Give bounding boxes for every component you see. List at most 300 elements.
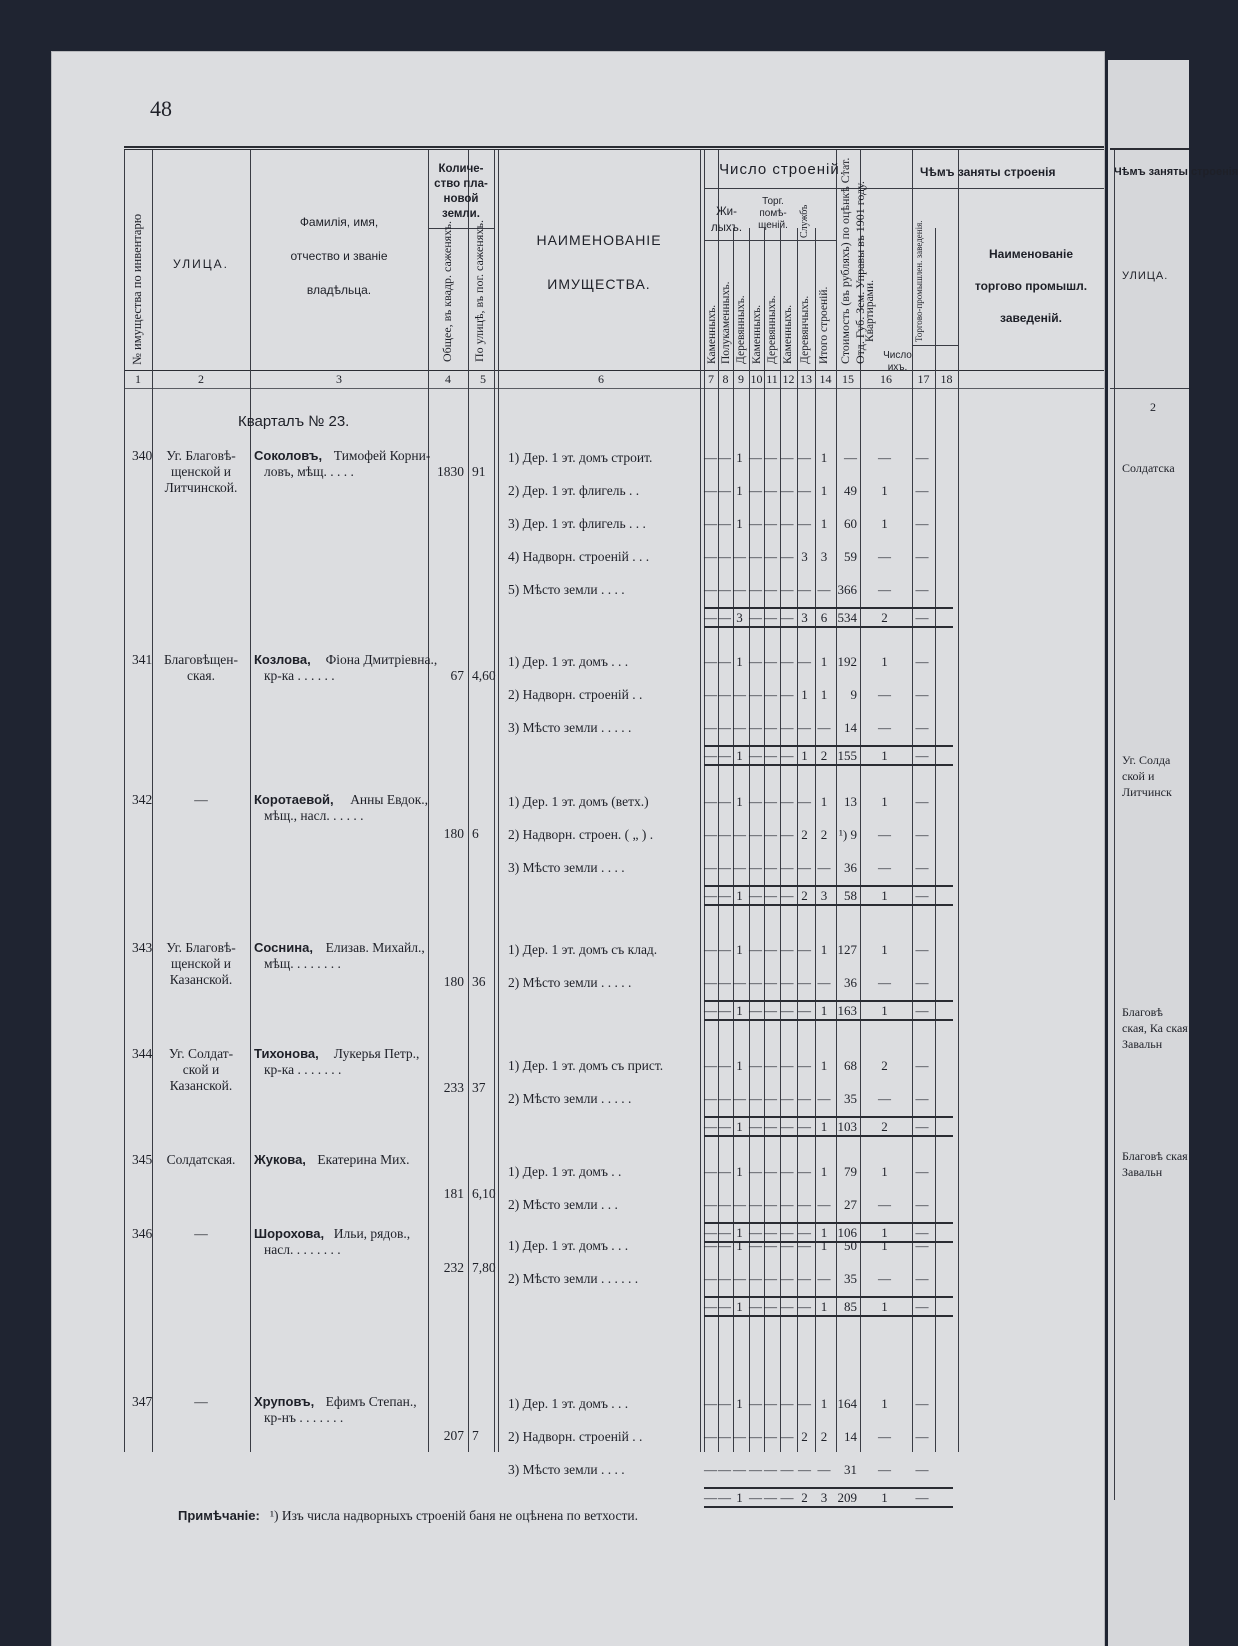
entry-347-item-2-c17: —: [915, 1462, 929, 1477]
entry-340-item-2-c12: —: [780, 516, 794, 531]
entry-347-item-1-c9: —: [733, 1429, 746, 1444]
note-text: ¹) Изъ числа надворныхъ строеній баня не оцѣнена по ветхости.: [270, 1508, 639, 1523]
land-qty-header-1: ство пла-: [434, 178, 488, 190]
entry-343-total-c16: 1: [881, 1003, 888, 1018]
entry-342-item-2-c10: —: [749, 860, 762, 875]
column-number-2: 2: [198, 372, 204, 386]
entry-347-item-0-c9: 1: [736, 1396, 743, 1411]
entry-340-total-c13: 3: [801, 610, 808, 625]
entry-344-item-0-c11: —: [764, 1058, 777, 1073]
owner-header-line-0: Фамилія, имя,: [299, 215, 379, 229]
entry-344-item-0-c17: —: [915, 1058, 929, 1073]
entry-346-item-1-c9: —: [733, 1271, 746, 1286]
entry-342-owner-surname: Коротаевой,: [254, 792, 334, 807]
entry-343-total-c10: —: [749, 1003, 762, 1018]
entry-344-total-c10: —: [749, 1119, 762, 1134]
entry-340-item-4-c9: —: [733, 582, 746, 597]
entry-340-item-2-c17: —: [915, 516, 929, 531]
entry-345-total-c9: 1: [736, 1225, 743, 1240]
entry-341-total-rule: [704, 745, 953, 747]
entry-341-total-rule-bottom: [704, 764, 953, 766]
entry-347-item-2-c16: —: [878, 1462, 891, 1477]
entry-347-item-0-c10: —: [749, 1396, 762, 1411]
entry-345-total-c12: —: [780, 1225, 794, 1240]
entry-346-item-0-c8: —: [718, 1238, 731, 1253]
entry-346-item-0-c11: —: [764, 1238, 777, 1253]
entry-343-item-0-c9: 1: [736, 942, 743, 957]
entry-342-total-c10: —: [749, 888, 762, 903]
entry-342-item-1-c8: —: [718, 827, 731, 842]
entry-346-item-1-c16: —: [878, 1271, 891, 1286]
entry-340-item-1-c12: —: [780, 483, 794, 498]
entry-344-item-0-c13: —: [798, 1058, 811, 1073]
entry-343-total-c17: —: [915, 1003, 929, 1018]
entry-343-total-c9: 1: [736, 1003, 743, 1018]
owner-header-line-2: владѣльца.: [306, 283, 372, 297]
entry-344-area: 233: [443, 1080, 464, 1095]
entry-346-total-c14: 1: [820, 1299, 828, 1314]
right-page-col-rule: [1114, 150, 1115, 1500]
entry-345-area: 181: [443, 1186, 464, 1201]
column-number-3: 3: [336, 372, 342, 386]
entry-347-item-1-c8: —: [718, 1429, 731, 1444]
entry-342-item-0-c10: —: [749, 794, 762, 809]
entry-347-item-1-cost: 14: [844, 1429, 857, 1444]
entry-347-owner-surname: Хруповъ,: [254, 1394, 315, 1409]
entry-344-item-0-c14: 1: [820, 1058, 828, 1073]
entry-346-owner-line-0: Ильи, рядов.,: [333, 1226, 411, 1241]
entry-347-item-0-c7: —: [704, 1396, 717, 1411]
table-top-rule-2: [124, 149, 1104, 150]
apartments-header: Квартирами.: [864, 280, 876, 342]
entry-343-item-1-c12: —: [780, 975, 794, 990]
entry-340-street-line-2: Литчинской.: [164, 480, 238, 495]
entry-344-total-c8: —: [718, 1119, 731, 1134]
entry-347-item-2-name: 3) Мѣсто земли . . . .: [508, 1462, 625, 1477]
trade-name-header-0: Наименованіе: [989, 247, 1073, 261]
right-page-street-3: Благовѣ ская Завальн: [1122, 1149, 1188, 1179]
entry-341-item-0-c13: —: [798, 654, 811, 669]
entry-342-item-0-c11: —: [764, 794, 777, 809]
entry-341-item-2-c10: —: [749, 720, 762, 735]
entry-346-number: 346: [132, 1226, 153, 1241]
entry-344-item-1-c9: —: [733, 1091, 746, 1106]
entry-347-total-c14: 3: [820, 1490, 828, 1505]
entry-342-item-1-c14: 2: [820, 827, 828, 842]
entry-342-item-0-cost: 13: [844, 794, 857, 809]
entry-340-item-0-name: 1) Дер. 1 эт. домъ строит.: [508, 450, 653, 465]
column-number-10: 10: [750, 372, 763, 386]
entry-342-item-0-name: 1) Дер. 1 эт. домъ (ветх.): [508, 794, 649, 809]
entry-344-item-0-c12: —: [780, 1058, 794, 1073]
entry-340-item-2-cost: 60: [844, 516, 857, 531]
entry-343-owner-line-0: Елизав. Михайл.,: [325, 940, 425, 955]
entry-340-item-4-name: 5) Мѣсто земли . . . .: [508, 582, 625, 597]
entry-343-item-0-c10: —: [749, 942, 762, 957]
entry-343-total-c13: —: [798, 1003, 811, 1018]
entry-340-item-0-cost: —: [844, 450, 857, 465]
service-header: Службъ: [799, 204, 810, 238]
entry-341-area: 67: [450, 668, 464, 683]
entry-343-total-c7: —: [704, 1003, 717, 1018]
entry-342-item-1-c11: —: [764, 827, 777, 842]
entry-340-street-line-1: щенской и: [170, 464, 232, 479]
entry-345-item-1-c12: —: [780, 1197, 794, 1212]
entry-340-item-4-c11: —: [764, 582, 777, 597]
derevyannykh-header-2: Деревянныхъ.: [766, 295, 778, 364]
entry-345-item-1-c11: —: [764, 1197, 777, 1212]
entry-342-total-c11: —: [764, 888, 777, 903]
entry-347-owner-line-1: кр-нъ . . . . . . .: [264, 1410, 344, 1425]
land-qty-header-0: Количе-: [438, 163, 484, 175]
entry-343-street-line-2: Казанской.: [169, 972, 233, 987]
entry-342-owner-line-1: мѣщ., насл. . . . . .: [264, 808, 364, 823]
entry-346-item-1-c17: —: [915, 1271, 929, 1286]
entry-345-total-c14: 1: [820, 1225, 828, 1240]
entry-345-total-c7: —: [704, 1225, 717, 1240]
column-rule-L: [124, 150, 125, 1452]
entry-340-item-0-c12: —: [780, 450, 794, 465]
entry-344-owner-surname: Тихонова,: [254, 1046, 319, 1061]
entry-346-total-c13: —: [798, 1299, 811, 1314]
entry-341-item-1-name: 2) Надворн. строеній . .: [508, 687, 643, 702]
entry-344-item-1-c7: —: [704, 1091, 717, 1106]
entry-340-item-0-c14: 1: [820, 450, 828, 465]
entry-340-item-3-c8: —: [718, 549, 731, 564]
entry-345-total-c8: —: [718, 1225, 731, 1240]
entry-344-item-1-c17: —: [915, 1091, 929, 1106]
entry-347-total-rule: [704, 1487, 953, 1489]
property-header-1: ИМУЩЕСТВА.: [547, 276, 651, 292]
entry-346-item-0-c7: —: [704, 1238, 717, 1253]
entry-340-item-3-c12: —: [780, 549, 794, 564]
entry-346-item-0-name: 1) Дер. 1 эт. домъ . . .: [508, 1238, 629, 1253]
entry-344-street-line-2: Казанской.: [169, 1078, 233, 1093]
entry-342-item-2-name: 3) Мѣсто земли . . . .: [508, 860, 625, 875]
entry-342-item-0-c14: 1: [820, 794, 828, 809]
entry-340-item-4-c8: —: [718, 582, 731, 597]
entry-341-item-2-c8: —: [718, 720, 731, 735]
column-number-9: 9: [738, 372, 744, 386]
entry-342-total-c17: —: [915, 888, 929, 903]
entry-344-item-0-c7: —: [704, 1058, 717, 1073]
entry-344-item-1-c8: —: [718, 1091, 731, 1106]
entry-340-total-c8: —: [718, 610, 731, 625]
entry-341-total-cost: 155: [837, 748, 857, 763]
entry-340-total-c9: 3: [736, 610, 743, 625]
trade-header-1: помѣ-: [759, 208, 787, 219]
entry-344-owner-line-1: кр-ка . . . . . . .: [264, 1062, 342, 1077]
entry-346-item-0-c16: 1: [881, 1238, 888, 1253]
entry-346-item-1-c10: —: [749, 1271, 762, 1286]
entry-345-street-line-0: Солдатская.: [166, 1152, 236, 1167]
entry-342-item-0-c17: —: [915, 794, 929, 809]
entry-345-item-0-c11: —: [764, 1164, 777, 1179]
column-number-11: 11: [766, 372, 778, 386]
entry-347-item-1-c16: —: [878, 1429, 891, 1444]
entry-340-item-2-c8: —: [718, 516, 731, 531]
entry-347-total-c9: 1: [736, 1490, 743, 1505]
entry-342-owner-line-0: Анны Евдок.,: [350, 792, 429, 807]
entry-341-total-c7: —: [704, 748, 717, 763]
entry-342-item-2-cost: 36: [844, 860, 857, 875]
entry-345-item-0-c13: —: [798, 1164, 811, 1179]
entry-347-total-cost: 209: [837, 1490, 857, 1505]
entry-347-area: 207: [443, 1428, 464, 1443]
entry-340-number: 340: [132, 448, 153, 463]
entry-343-item-1-c8: —: [718, 975, 731, 990]
entry-342-item-2-c7: —: [704, 860, 717, 875]
residential-header-1: лыхъ.: [710, 222, 743, 234]
entry-344-item-0-cost: 68: [844, 1058, 857, 1073]
entry-343-item-1-name: 2) Мѣсто земли . . . . .: [508, 975, 632, 990]
entry-341-owner-surname: Козлова,: [254, 652, 311, 667]
entry-344-owner-line-0: Лукерья Петр.,: [333, 1046, 420, 1061]
entry-340-item-3-cost: 59: [844, 549, 857, 564]
entry-340-total-c14: 6: [820, 610, 828, 625]
entry-342-item-1-c7: —: [704, 827, 717, 842]
entry-341-item-1-c11: —: [764, 687, 777, 702]
note-label: Примѣчаніе:: [178, 1508, 260, 1523]
entry-345-item-0-c12: —: [780, 1164, 794, 1179]
entry-341-item-2-c13: —: [798, 720, 811, 735]
entry-344-total-cost: 103: [837, 1119, 857, 1134]
entry-347-total-c11: —: [764, 1490, 777, 1505]
entry-343-item-0-c16: 1: [881, 942, 888, 957]
entry-341-number: 341: [132, 652, 153, 667]
entry-341-item-2-c14: —: [817, 720, 831, 735]
entry-343-item-0-c11: —: [764, 942, 777, 957]
occupied-header: Чѣмъ заняты строенія: [920, 165, 1056, 179]
kamennykh-header: Каменныхъ.: [706, 304, 718, 364]
entry-343-street-line-1: щенской и: [170, 956, 232, 971]
entry-345-item-1-cost: 27: [844, 1197, 857, 1212]
entry-345-item-1-c8: —: [718, 1197, 731, 1212]
property-header-0: НАИМЕНОВАНІЕ: [536, 232, 662, 248]
entry-347-item-2-cost: 31: [844, 1462, 857, 1477]
entry-342-street-length: 6: [472, 826, 479, 841]
entry-341-item-2-name: 3) Мѣсто земли . . . . .: [508, 720, 632, 735]
entry-342-item-1-name: 2) Надворн. строен. ( „ ) .: [508, 827, 654, 842]
entry-347-item-2-c9: —: [733, 1462, 746, 1477]
entry-341-item-2-c17: —: [915, 720, 929, 735]
column-rule-c5: [494, 150, 495, 1452]
land-qty-header-2: новой: [443, 193, 479, 205]
entry-344-item-1-c14: —: [817, 1091, 831, 1106]
entry-346-item-0-cost: 50: [844, 1238, 857, 1253]
entry-347-item-1-c11: —: [764, 1429, 777, 1444]
column-number-12: 12: [782, 372, 795, 386]
entry-347-item-1-c17: —: [915, 1429, 929, 1444]
entry-347-item-2-c12: —: [780, 1462, 794, 1477]
table-top-rule: [124, 146, 1104, 148]
entry-345-item-0-cost: 79: [844, 1164, 857, 1179]
entry-343-owner-surname: Соснина,: [254, 940, 313, 955]
column-number-6: 6: [598, 372, 604, 386]
entry-342-item-2-c11: —: [764, 860, 777, 875]
entry-341-item-1-c12: —: [780, 687, 794, 702]
entry-340-item-1-c14: 1: [820, 483, 828, 498]
entry-345-item-1-c14: —: [817, 1197, 831, 1212]
entry-343-item-0-c14: 1: [820, 942, 828, 957]
entry-341-total-c12: —: [780, 748, 794, 763]
buildings-subrule: [704, 188, 860, 189]
entry-341-item-0-c9: 1: [736, 654, 743, 669]
entry-343-street-length: 36: [472, 974, 486, 989]
entry-342-total-c16: 1: [881, 888, 888, 903]
entry-341-item-0-c12: —: [780, 654, 794, 669]
entry-343-item-0-c13: —: [798, 942, 811, 957]
right-page-street-0: Солдатска: [1122, 461, 1175, 475]
entry-343-area: 180: [443, 974, 464, 989]
column-number-5: 5: [480, 372, 486, 386]
entry-340-total-c16: 2: [881, 610, 888, 625]
column-number-17: 17: [917, 372, 930, 386]
entry-342-total-c7: —: [704, 888, 717, 903]
entry-347-total-c7: —: [704, 1490, 717, 1505]
entry-340-item-3-c9: —: [733, 549, 746, 564]
entry-346-total-rule: [704, 1296, 953, 1298]
trade-name-header-1: торгово промышл.: [974, 279, 1088, 293]
entry-341-item-0-c11: —: [764, 654, 777, 669]
entry-341-item-1-c8: —: [718, 687, 731, 702]
right-page-col-number: 2: [1150, 400, 1156, 414]
column-number-7: 7: [708, 372, 714, 386]
entry-341-total-c17: —: [915, 748, 929, 763]
entry-346-item-0-c17: —: [915, 1238, 929, 1253]
derevyannychkh-header: Деревянчыхъ.: [799, 295, 811, 364]
entry-340-total-c12: —: [780, 610, 794, 625]
entry-340-item-3-c14: 3: [820, 549, 828, 564]
entry-345-item-1-c7: —: [704, 1197, 717, 1212]
right-page-occupied-header: Чѣмъ заняты строенія: [1114, 166, 1238, 178]
entry-343-item-0-c7: —: [704, 942, 717, 957]
column-rule-c6: [700, 150, 701, 1452]
entry-345-item-0-name: 1) Дер. 1 эт. домъ . .: [508, 1164, 622, 1179]
entry-343-item-1-c16: —: [878, 975, 891, 990]
entry-345-item-0-c17: —: [915, 1164, 929, 1179]
entry-344-item-0-c10: —: [749, 1058, 762, 1073]
entry-342-item-2-c17: —: [915, 860, 929, 875]
entry-344-total-c14: 1: [820, 1119, 828, 1134]
entry-345-item-1-name: 2) Мѣсто земли . . .: [508, 1197, 618, 1212]
entry-344-item-0-name: 1) Дер. 1 эт. домъ съ прист.: [508, 1058, 664, 1073]
entry-344-total-rule-bottom: [704, 1135, 953, 1137]
entry-341-item-0-c14: 1: [820, 654, 828, 669]
entry-340-total-c11: —: [764, 610, 777, 625]
entry-341-total-c10: —: [749, 748, 762, 763]
cost-header: Стоимость (въ рубляхъ) по оцѣнкѣ Стат. Отд. Губ. Зем. Управы въ 1901 году.: [838, 157, 867, 364]
header-bottom-rule: [124, 370, 1104, 371]
entry-340-item-2-c7: —: [704, 516, 717, 531]
entry-340-item-2-c16: 1: [881, 516, 888, 531]
entry-345-item-0-c8: —: [718, 1164, 731, 1179]
entry-343-item-1-c13: —: [798, 975, 811, 990]
entry-345-total-c10: —: [749, 1225, 762, 1240]
entry-341-item-1-cost: 9: [850, 687, 857, 702]
entry-342-item-1-c16: —: [878, 827, 891, 842]
page-number: 48: [150, 96, 172, 121]
entry-345-street-length: 6,10: [472, 1186, 496, 1201]
entry-342-item-1-c9: —: [733, 827, 746, 842]
entry-340-item-0-c10: —: [749, 450, 762, 465]
entry-347-item-0-c11: —: [764, 1396, 777, 1411]
entry-342-item-0-c13: —: [798, 794, 811, 809]
entry-340-item-0-c11: —: [764, 450, 777, 465]
entry-341-item-0-c10: —: [749, 654, 762, 669]
entry-340-total-cost: 534: [837, 610, 857, 625]
trade-name-header-2: заведеній.: [1000, 311, 1062, 325]
column-number-13: 13: [800, 372, 812, 386]
entry-340-item-4-c17: —: [915, 582, 929, 597]
column-number-15: 15: [842, 372, 854, 386]
entry-342-item-1-c13: 2: [801, 827, 808, 842]
entry-342-number: 342: [132, 792, 153, 807]
entry-340-area: 1830: [437, 464, 464, 479]
entry-347-total-c8: —: [718, 1490, 731, 1505]
entry-344-total-c7: —: [704, 1119, 717, 1134]
entry-343-item-1-c14: —: [817, 975, 831, 990]
entry-342-item-1-c17: —: [915, 827, 929, 842]
entry-343-item-0-cost: 127: [837, 942, 857, 957]
entry-340-item-1-c17: —: [915, 483, 929, 498]
entry-341-item-1-c14: 1: [820, 687, 828, 702]
entry-341-item-2-c9: —: [733, 720, 746, 735]
entry-344-item-0-c16: 2: [881, 1058, 888, 1073]
entry-347-total-c13: 2: [801, 1490, 808, 1505]
entry-342-item-2-c14: —: [817, 860, 831, 875]
entry-346-total-c10: —: [749, 1299, 762, 1314]
entry-340-total-c7: —: [704, 610, 717, 625]
buildings-header: Число строеній.: [719, 161, 845, 178]
entry-340-item-3-c17: —: [915, 549, 929, 564]
entry-346-item-1-cost: 35: [844, 1271, 857, 1286]
entry-346-total-c12: —: [780, 1299, 794, 1314]
column-number-4: 4: [445, 372, 451, 386]
entry-346-total-c11: —: [764, 1299, 777, 1314]
count-header-0: Число: [883, 350, 912, 361]
entry-345-item-0-c10: —: [749, 1164, 762, 1179]
trade-est-header: Торгово-промышлен. заведенія.: [914, 220, 924, 342]
entry-346-total-c16: 1: [881, 1299, 888, 1314]
right-page-top-rule: [1110, 148, 1189, 150]
entry-341-item-1-c7: —: [704, 687, 717, 702]
entry-342-total-rule-bottom: [704, 904, 953, 906]
entry-340-item-0-c8: —: [718, 450, 731, 465]
entry-346-item-0-c13: —: [798, 1238, 811, 1253]
entry-347-item-1-c7: —: [704, 1429, 717, 1444]
entry-346-item-1-c14: —: [817, 1271, 831, 1286]
entry-340-total-c10: —: [749, 610, 762, 625]
column-number-16: 16: [880, 372, 892, 386]
column-number-8: 8: [722, 372, 729, 386]
entry-346-total-c7: —: [704, 1299, 717, 1314]
entry-345-item-0-c7: —: [704, 1164, 717, 1179]
entry-341-item-0-cost: 192: [837, 654, 857, 669]
entry-340-item-1-cost: 49: [844, 483, 857, 498]
entry-347-item-2-c8: —: [718, 1462, 731, 1477]
entry-340-item-1-c13: —: [798, 483, 811, 498]
entry-346-total-c8: —: [718, 1299, 731, 1314]
col-inventory-number-header: № имущества по инвентарю: [130, 213, 144, 365]
entry-346-item-1-c7: —: [704, 1271, 717, 1286]
entry-346-total-rule-bottom: [704, 1315, 953, 1317]
entry-343-total-c14: 1: [820, 1003, 828, 1018]
street-header: УЛИЦА.: [173, 257, 229, 271]
entry-342-item-0-c8: —: [718, 794, 731, 809]
entry-346-total-c9: 1: [736, 1299, 743, 1314]
entry-343-item-1-c11: —: [764, 975, 777, 990]
